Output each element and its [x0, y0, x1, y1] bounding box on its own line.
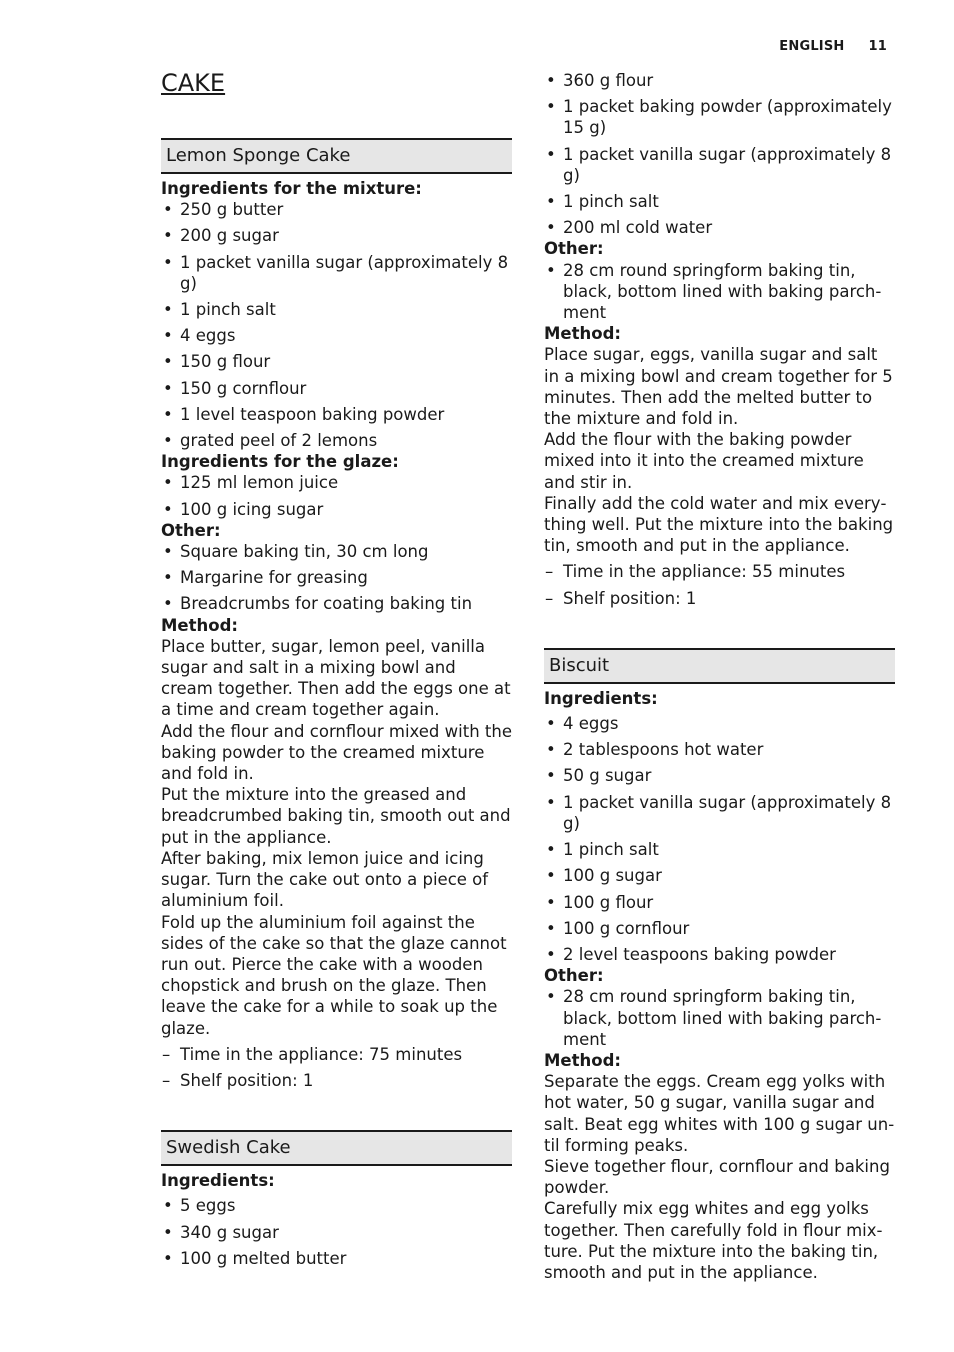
list-item: • 360 g flour [544, 70, 895, 91]
list-item: • 1 pinch salt [544, 839, 895, 860]
list-item: • 1 pinch salt [161, 299, 512, 320]
method-label: Method: [161, 615, 238, 635]
page-header [779, 39, 887, 54]
list-item: – Time in the appliance: 75 minutes [161, 1044, 512, 1065]
swedish-notes-list [544, 561, 895, 608]
list-item: • 2 level teaspoons baking powder [544, 944, 895, 965]
list-item: – Shelf position: 1 [161, 1070, 512, 1091]
section-heading-swedish-cake: Swedish Cake [161, 1130, 512, 1166]
right-column [544, 70, 895, 1283]
biscuit-other-label: Other: [544, 966, 604, 986]
swedish-ingredients-list [161, 1195, 512, 1269]
list-item: • Margarine for greasing [161, 567, 512, 588]
list-item: • 125 ml lemon juice [161, 472, 512, 493]
method-paragraph: Place butter, sugar, lemon peel, vanilla sugar and salt in a mixing bowl and cream together. Then add the eggs one at a time and cream together again. [161, 636, 511, 720]
page-title: CAKE [161, 69, 226, 97]
method-paragraph: Place sugar, eggs, vanilla sugar and salt in a mixing bowl and cream together for 5 minutes. Then add the melted butter to the mixture and fold in. [544, 345, 893, 429]
swedish-ingredients-label: Ingredients: [161, 1171, 275, 1191]
list-item: – Time in the appliance: 55 minutes [544, 561, 895, 582]
biscuit-ingredients-list [544, 713, 895, 965]
swedish-method-text [544, 344, 895, 556]
method-paragraph: Finally add the cold water and mix everything well. Put the mixture into the baking tin, smooth and put in the appliance. [544, 493, 894, 556]
method-paragraph: Add the flour with the baking powder mixed into it into the creamed mixture and stir in. [544, 430, 864, 492]
method-paragraph: Fold up the aluminium foil against the sides of the cake so that the glaze cannot run out. Pierce the cake with a wooden chopstick and brush on the glaze. Then leave the cake for a while to soak up the glaze. [161, 912, 507, 1038]
swedish-ingredients-list-continued [544, 70, 895, 238]
biscuit-ingredients-label: Ingredients: [544, 688, 658, 708]
method-paragraph: Separate the eggs. Cream egg yolks with hot water, 50 g sugar, vanilla sugar and salt. Beat egg whites with 100 g sugar until forming peaks. [544, 1072, 895, 1155]
list-item: • 150 g flour [161, 351, 512, 372]
glaze-label: Ingredients for the glaze: [161, 452, 399, 472]
list-item: • 4 eggs [161, 325, 512, 346]
left-column [161, 138, 512, 1269]
list-item: • 100 g cornflour [544, 918, 895, 939]
list-item: • 50 g sugar [544, 765, 895, 786]
method-paragraph: Add the flour and cornflour mixed with the baking powder to the creamed mixture and fold in. [161, 721, 512, 784]
glaze-list [161, 472, 512, 519]
list-item: • 340 g sugar [161, 1222, 512, 1243]
list-item: • 1 pinch salt [544, 191, 895, 212]
swedish-other-list [544, 260, 895, 324]
list-item: • 200 ml cold water [544, 217, 895, 238]
list-item: • 150 g cornflour [161, 378, 512, 399]
mixture-label: Ingredients for the mixture: [161, 179, 422, 198]
list-item: • Breadcrumbs for coating baking tin [161, 593, 512, 614]
page-number: 11 [868, 39, 887, 54]
biscuit-method-label: Method: [544, 1050, 621, 1070]
list-item: • 1 packet vanilla sugar (approximately 8 g) [544, 144, 895, 186]
biscuit-method-text [544, 1071, 895, 1283]
list-item: • 5 eggs [161, 1195, 512, 1216]
other-list [161, 541, 512, 615]
list-item: • 1 packet baking powder (approximately 15 g) [544, 96, 895, 138]
swedish-other-label: Other: [544, 239, 604, 259]
list-item: • 100 g flour [544, 892, 895, 913]
list-item: • 28 cm round springform baking tin, black, bottom lined with baking parchment [544, 260, 895, 324]
list-item: • 100 g melted butter [161, 1248, 512, 1269]
method-text [161, 636, 512, 1039]
notes-list [161, 1044, 512, 1091]
biscuit-other-list [544, 986, 895, 1050]
list-item: • 100 g sugar [544, 865, 895, 886]
mixture-list [161, 199, 512, 451]
method-paragraph: Put the mixture into the greased and breadcrumbed baking tin, smooth out and put in the appliance. [161, 785, 511, 847]
list-item: • 200 g sugar [161, 225, 512, 246]
section-heading-biscuit: Biscuit [544, 648, 895, 684]
method-paragraph: Carefully mix egg whites and egg yolks together. Then carefully fold in flour mixture. Put the mixture into the baking tin, smooth and put in the appliance. [544, 1199, 883, 1282]
list-item: • 4 eggs [544, 713, 895, 734]
list-item: • 2 tablespoons hot water [544, 739, 895, 760]
list-item: • Square baking tin, 30 cm long [161, 541, 512, 562]
method-paragraph: Sieve together flour, cornflour and baking powder. [544, 1156, 890, 1198]
list-item: • 1 packet vanilla sugar (approximately 8 g) [544, 792, 895, 834]
list-item: • 100 g icing sugar [161, 499, 512, 520]
list-item: • 28 cm round springform baking tin, black, bottom lined with baking parchment [544, 986, 895, 1050]
list-item: • 250 g butter [161, 199, 512, 220]
list-item: • grated peel of 2 lemons [161, 430, 512, 451]
list-item: • 1 level teaspoon baking powder [161, 404, 512, 425]
section-heading-lemon-sponge-cake: Lemon Sponge Cake [161, 138, 512, 174]
list-item: – Shelf position: 1 [544, 588, 895, 609]
swedish-method-label: Method: [544, 324, 621, 344]
list-item: • 1 packet vanilla sugar (approximately 8 g) [161, 252, 512, 294]
other-label: Other: [161, 520, 221, 540]
header-language: ENGLISH [779, 39, 845, 54]
method-paragraph: After baking, mix lemon juice and icing sugar. Turn the cake out onto a piece of aluminium foil. [161, 848, 489, 911]
